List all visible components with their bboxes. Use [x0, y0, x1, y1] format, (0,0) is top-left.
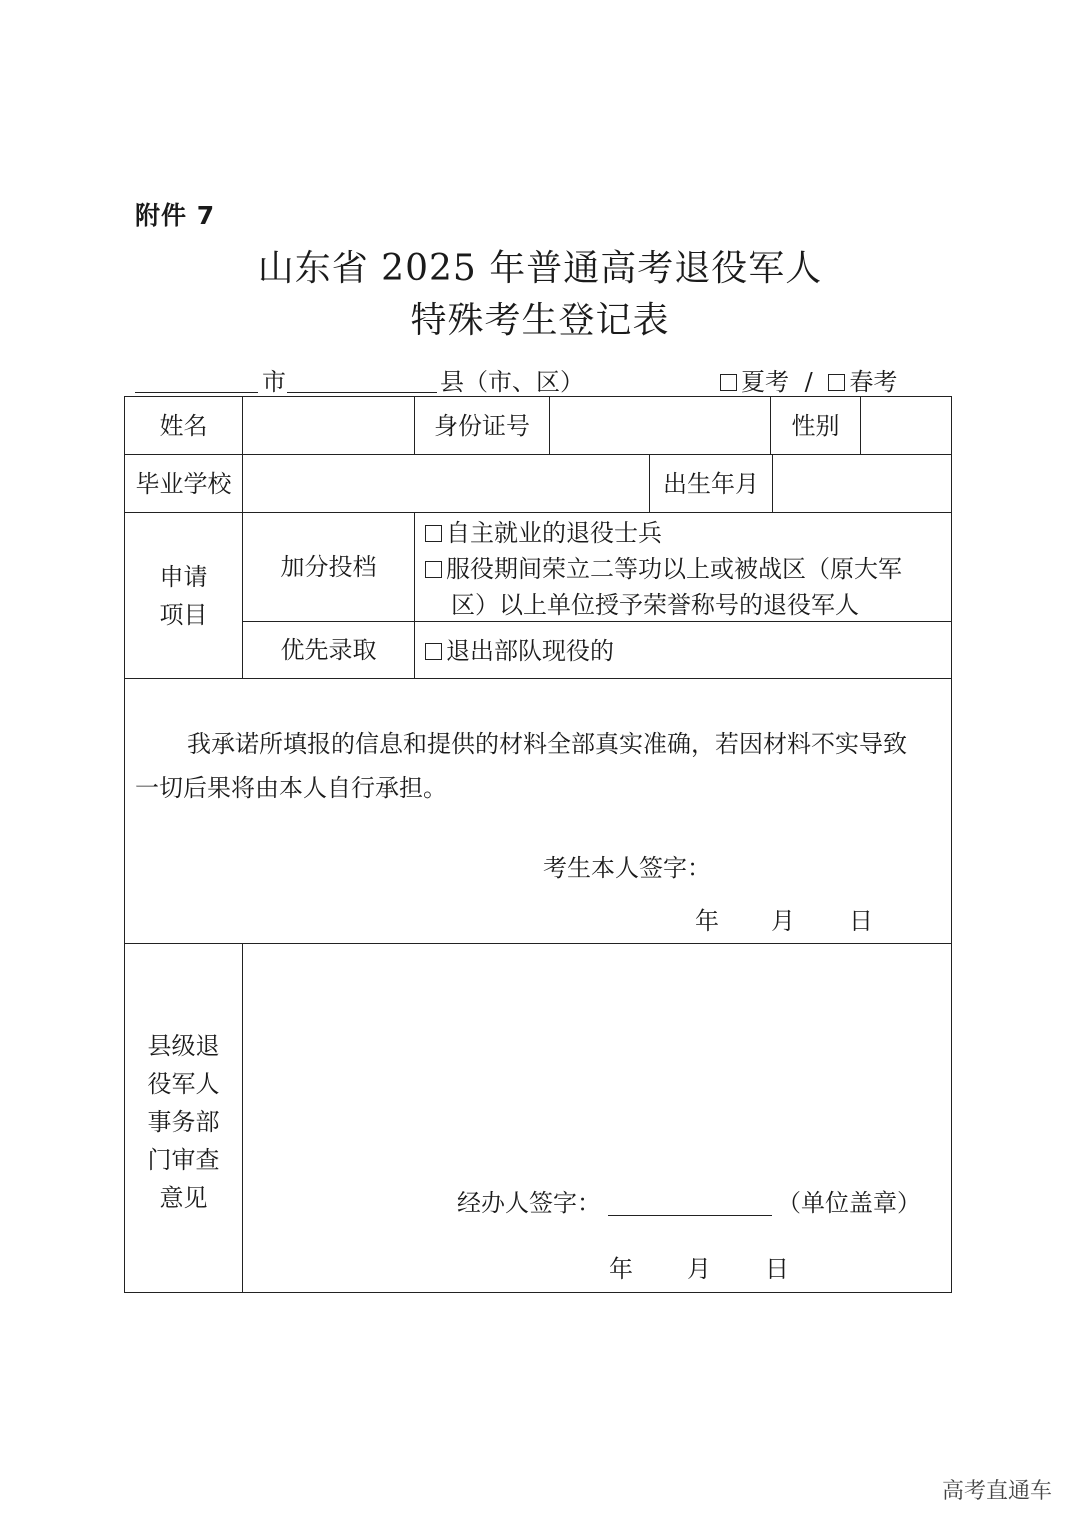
birth-date-label: 出生年月: [663, 469, 759, 498]
pledge-date-month: 月: [771, 907, 795, 935]
header-line: [135, 362, 925, 394]
candidate-signature-label: 考生本人签字：: [543, 854, 711, 882]
priority-option-1[interactable]: [425, 633, 614, 669]
pledge-line2: 一切后果将由本人自行承担。: [135, 774, 447, 802]
bonus-option-1-text: 自主就业的退役士兵: [446, 519, 662, 547]
pledge-line1: 我承诺所填报的信息和提供的材料全部真实准确，若因材料不实导致: [187, 730, 907, 758]
name-label: 姓名: [159, 411, 208, 440]
form-title-line1: 山东省 2025 年普通高考退役军人: [257, 248, 823, 289]
bonus-option-2-checkbox[interactable]: [425, 561, 442, 578]
unit-seal-label: （单位盖章）: [777, 1189, 921, 1217]
form-title-line2: 特殊考生登记表: [410, 300, 670, 341]
name-field[interactable]: [243, 397, 414, 454]
bonus-option-2[interactable]: [425, 551, 902, 587]
priority-label: 优先录取: [280, 636, 377, 664]
city-blank[interactable]: [135, 364, 258, 393]
priority-option-1-checkbox[interactable]: [425, 643, 442, 660]
exam-separator: /: [804, 368, 813, 396]
review-label-line: 意见: [159, 1184, 208, 1212]
priority-option-1-text: 退出部队现役的: [446, 637, 614, 665]
gender-field[interactable]: [861, 397, 951, 454]
city-suffix: 市: [262, 368, 286, 396]
id-number-field[interactable]: [550, 397, 770, 454]
bonus-option-1-checkbox[interactable]: [425, 525, 442, 542]
pledge-date-day: 日: [849, 907, 873, 935]
bonus-option-1[interactable]: [425, 515, 662, 551]
birth-date-field[interactable]: [773, 455, 951, 512]
apply-item-label: [125, 513, 242, 678]
school-label: 毕业学校: [135, 469, 232, 498]
review-label-line: 事务部: [147, 1108, 220, 1136]
county-suffix: 县（市、区）: [440, 368, 584, 396]
review-label-line: 役军人: [147, 1070, 220, 1098]
summer-exam-checkbox[interactable]: [720, 374, 737, 391]
review-date-day: 日: [765, 1255, 789, 1283]
handler-signature-blank[interactable]: [608, 1187, 772, 1216]
row-divider-3: [125, 678, 951, 679]
bonus-label: 加分投档: [280, 553, 377, 581]
row-divider-4: [125, 943, 951, 944]
pledge-date-year: 年: [695, 907, 719, 935]
col-divider: [242, 943, 243, 1293]
apply-label-line2: 项目: [159, 600, 208, 629]
review-label: [125, 1027, 242, 1227]
spring-exam-label: 春考: [849, 368, 898, 396]
col-divider: [414, 512, 415, 678]
bonus-option-2-cont: 区）以上单位授予荣誉称号的退役军人: [451, 591, 859, 619]
summer-exam-option[interactable]: [720, 362, 897, 397]
bonus-option-2-text-line1: 服役期间荣立二等功以上或被战区（原大军: [446, 555, 902, 583]
review-date-month: 月: [687, 1255, 711, 1283]
id-number-label: 身份证号: [434, 411, 530, 440]
summer-exam-label: 夏考: [741, 368, 789, 396]
registration-table: [124, 396, 952, 1293]
review-date-year: 年: [609, 1255, 633, 1283]
watermark: 高考直通车: [941, 1479, 1052, 1504]
review-label-line: 县级退: [147, 1032, 220, 1060]
school-field[interactable]: [243, 455, 649, 512]
handler-signature-label: 经办人签字：: [457, 1189, 601, 1217]
gender-label: 性别: [791, 411, 840, 440]
spring-exam-checkbox[interactable]: [828, 374, 845, 391]
apply-label-line1: 申请: [159, 562, 208, 591]
county-blank[interactable]: [287, 364, 437, 393]
annex-label: 附件 7: [135, 201, 216, 230]
review-label-line: 门审查: [147, 1146, 220, 1174]
